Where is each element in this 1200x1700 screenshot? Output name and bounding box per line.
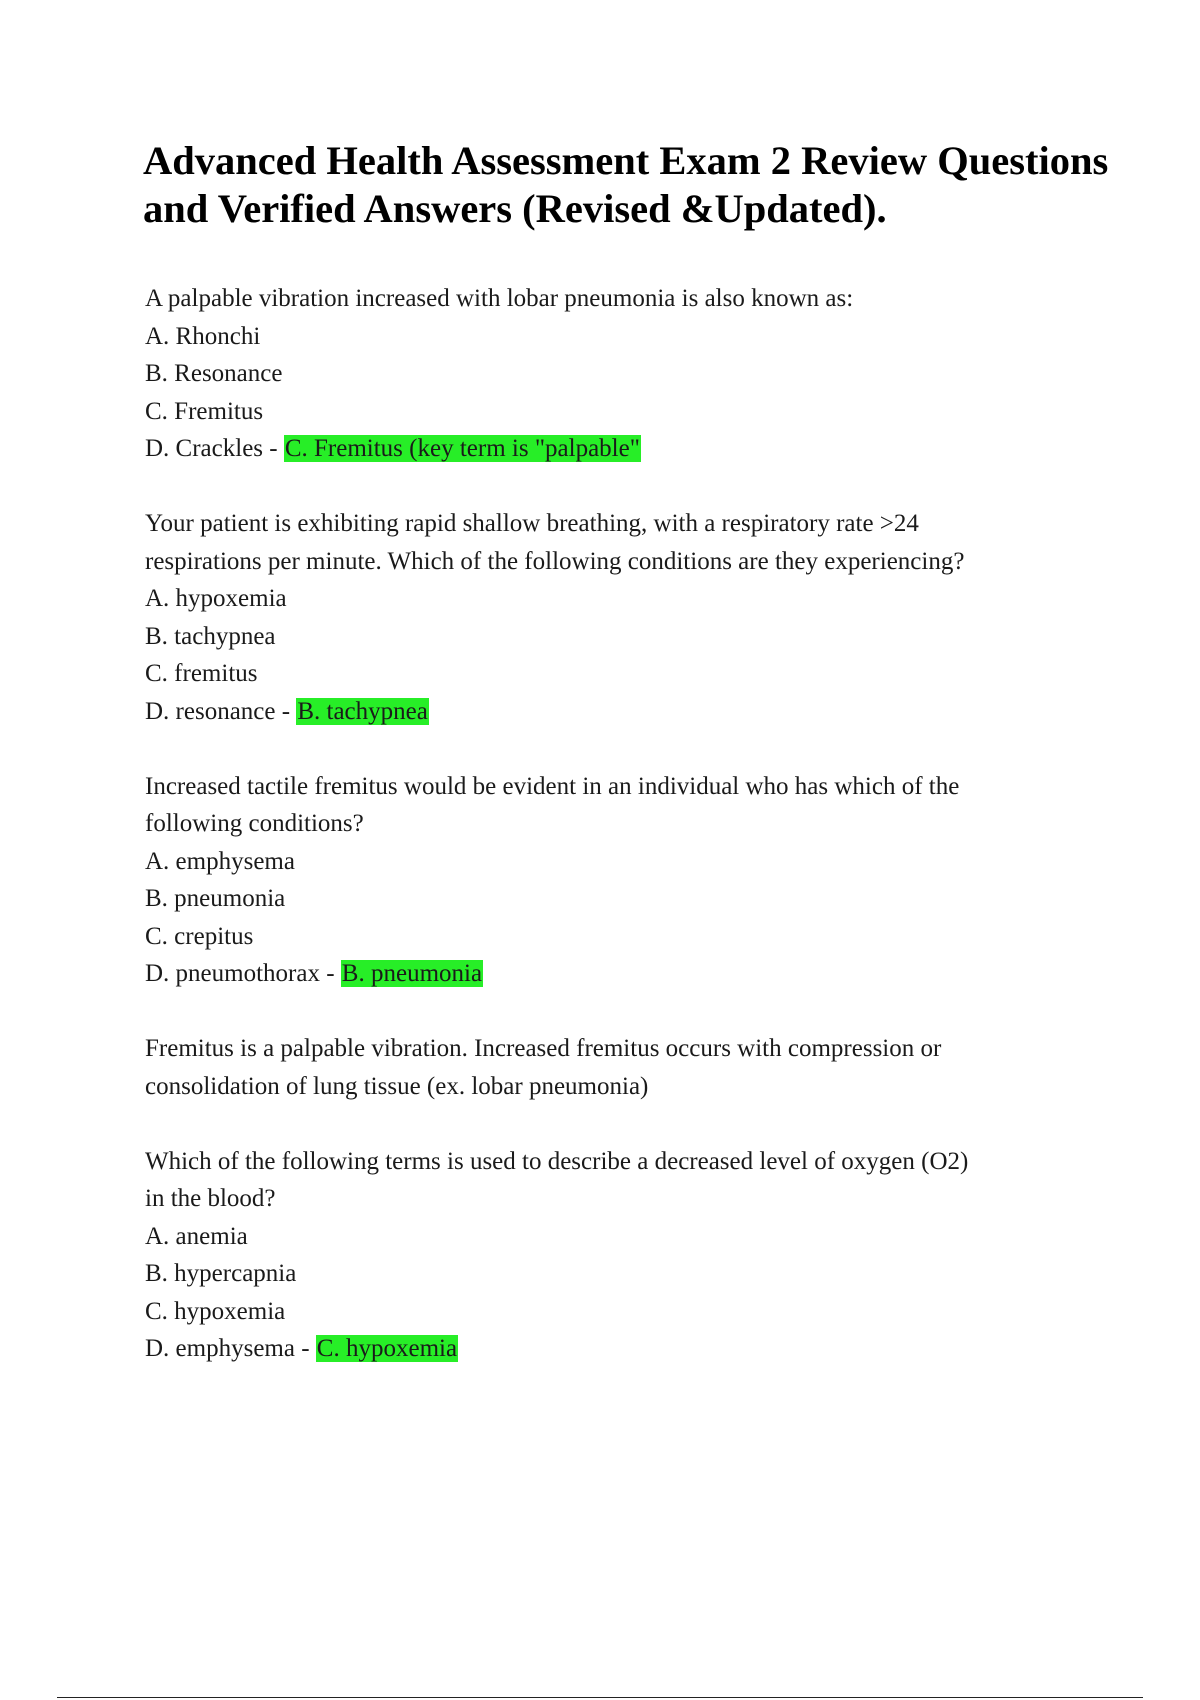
question-stem: A palpable vibration increased with lobar pneumonia is also known as: xyxy=(145,285,854,312)
document-body xyxy=(145,280,1145,1405)
explanation-note xyxy=(145,1030,1145,1105)
option-c: C. fremitus xyxy=(145,660,258,687)
option-c: C. hypoxemia xyxy=(145,1297,286,1325)
option-d-with-answer xyxy=(145,1330,1145,1368)
option-d: D. pneumothorax - xyxy=(145,960,335,987)
title-line: and Verified Answers (Revised &Updated). xyxy=(143,186,887,231)
option-c: C. crepitus xyxy=(145,922,254,950)
option-b: B. tachypnea xyxy=(145,622,276,650)
option-b: B. hypercapnia xyxy=(145,1260,297,1287)
answer-highlight: B. tachypnea xyxy=(297,697,428,725)
question-block xyxy=(145,768,1145,993)
question-stem: Which of the following terms is used to describe a decreased level of oxygen (O2) xyxy=(145,1147,969,1175)
option-d: D. Crackles - xyxy=(145,435,278,462)
answer-highlight: C. hypoxemia xyxy=(316,1335,458,1362)
question-block xyxy=(145,505,1145,730)
option-d-with-answer xyxy=(145,955,1145,993)
footer-divider xyxy=(57,1697,1143,1698)
question-block xyxy=(145,1143,1145,1368)
option-a: A. Rhonchi xyxy=(145,322,261,350)
option-a: A. emphysema xyxy=(145,847,295,875)
option-a: A. anemia xyxy=(145,1222,248,1250)
answer-highlight: B. pneumonia xyxy=(341,960,483,987)
option-a: A. hypoxemia xyxy=(145,585,287,612)
note-line: consolidation of lung tissue (ex. lobar pneumonia) xyxy=(145,1072,649,1100)
question-stem: in the blood? xyxy=(145,1185,276,1212)
option-d: D. resonance - xyxy=(145,697,291,725)
question-stem: Your patient is exhibiting rapid shallow breathing, with a respiratory rate >24 xyxy=(145,510,919,537)
option-b: B. pneumonia xyxy=(145,885,286,912)
question-stem: Increased tactile fremitus would be evident in an individual who has which of the xyxy=(145,772,960,800)
option-b: B. Resonance xyxy=(145,360,283,387)
option-c: C. Fremitus xyxy=(145,397,264,425)
note-line: Fremitus is a palpable vibration. Increased fremitus occurs with compression or xyxy=(145,1035,942,1062)
question-block xyxy=(145,280,1145,468)
option-d: D. emphysema - xyxy=(145,1335,310,1362)
document-title xyxy=(143,137,1193,233)
question-stem: respirations per minute. Which of the following conditions are they experiencing? xyxy=(145,547,965,575)
option-d-with-answer xyxy=(145,430,1145,468)
question-stem: following conditions? xyxy=(145,810,364,837)
option-d-with-answer xyxy=(145,693,1145,731)
answer-highlight: C. Fremitus (key term is "palpable" xyxy=(284,435,640,462)
title-line: Advanced Health Assessment Exam 2 Review Questions xyxy=(143,138,1109,183)
